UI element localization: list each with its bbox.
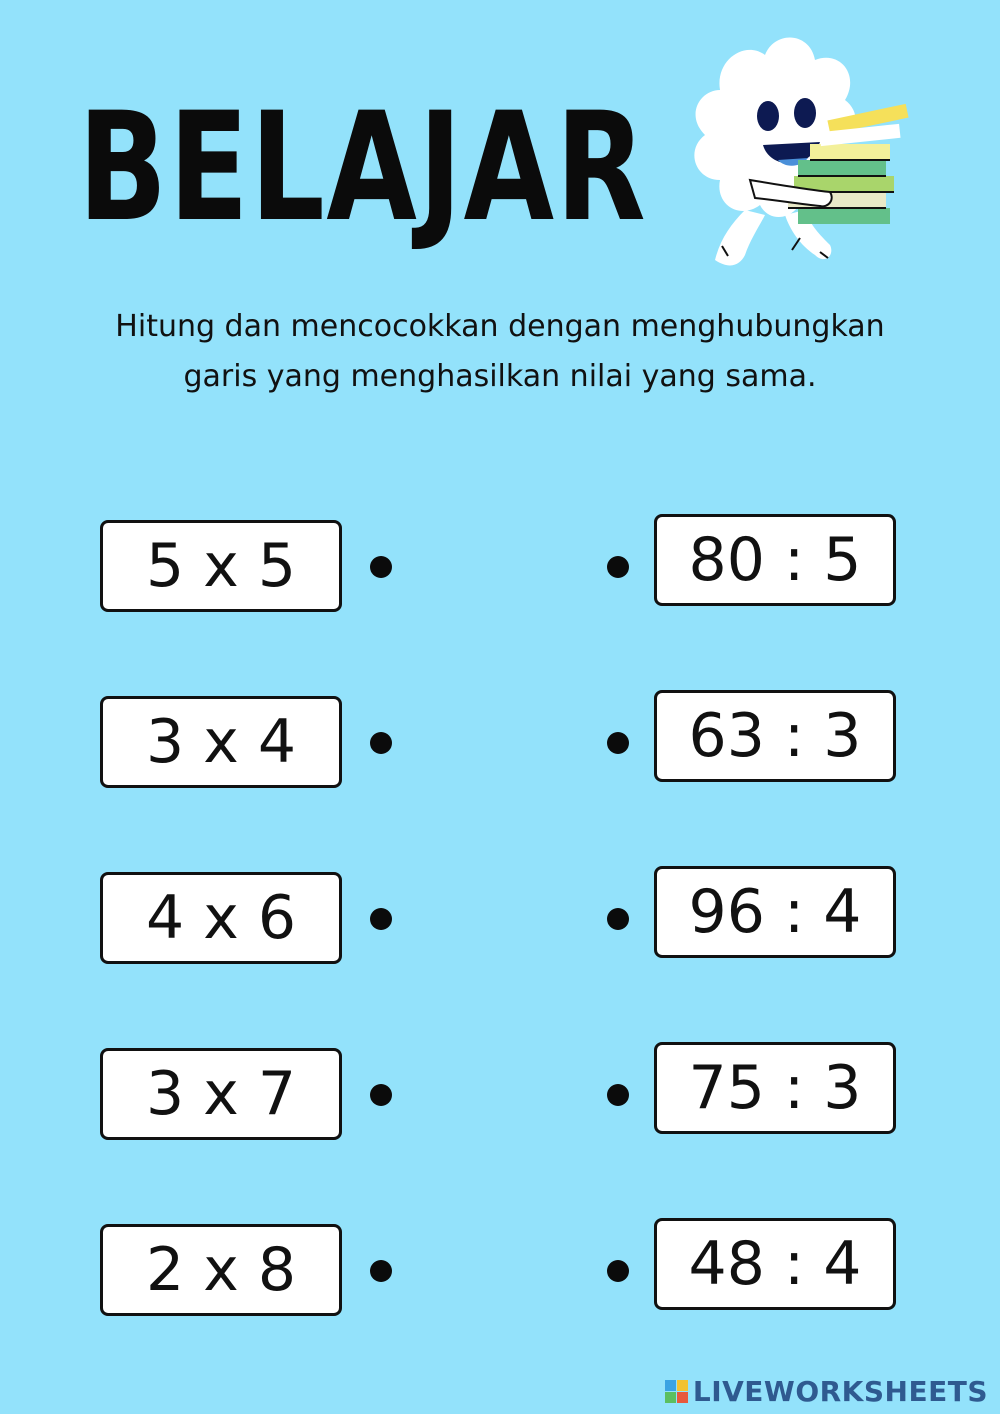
- instructions: [60, 302, 940, 402]
- left-connector-dot-3[interactable]: [370, 908, 392, 930]
- left-item-1[interactable]: 5 x 5: [100, 520, 342, 612]
- right-item-5[interactable]: 48 : 4: [654, 1218, 896, 1310]
- left-item-2[interactable]: 3 x 4: [100, 696, 342, 788]
- right-connector-dot-3[interactable]: [607, 908, 629, 930]
- right-connector-dot-1[interactable]: [607, 556, 629, 578]
- left-connector-dot-1[interactable]: [370, 556, 392, 578]
- right-item-3[interactable]: 96 : 4: [654, 866, 896, 958]
- right-connector-dot-5[interactable]: [607, 1260, 629, 1282]
- instructions-line-2: garis yang menghasilkan nilai yang sama.: [183, 359, 817, 394]
- right-item-1[interactable]: 80 : 5: [654, 514, 896, 606]
- left-item-5[interactable]: 2 x 8: [100, 1224, 342, 1316]
- left-item-4[interactable]: 3 x 7: [100, 1048, 342, 1140]
- left-connector-dot-2[interactable]: [370, 732, 392, 754]
- right-connector-dot-4[interactable]: [607, 1084, 629, 1106]
- left-connector-dot-5[interactable]: [370, 1260, 392, 1282]
- page-title: BELAJAR: [78, 81, 648, 255]
- instructions-line-1: Hitung dan mencocokkan dengan menghubungkan: [115, 309, 885, 344]
- right-connector-dot-2[interactable]: [607, 732, 629, 754]
- cloud-character-carrying-books-icon: [660, 20, 920, 280]
- left-item-3[interactable]: 4 x 6: [100, 872, 342, 964]
- liveworksheets-mark-icon: [665, 1378, 689, 1406]
- liveworksheets-logo: [665, 1375, 988, 1408]
- left-connector-dot-4[interactable]: [370, 1084, 392, 1106]
- right-item-4[interactable]: 75 : 3: [654, 1042, 896, 1134]
- right-item-2[interactable]: 63 : 3: [654, 690, 896, 782]
- brand-name: LIVEWORKSHEETS: [692, 1375, 988, 1408]
